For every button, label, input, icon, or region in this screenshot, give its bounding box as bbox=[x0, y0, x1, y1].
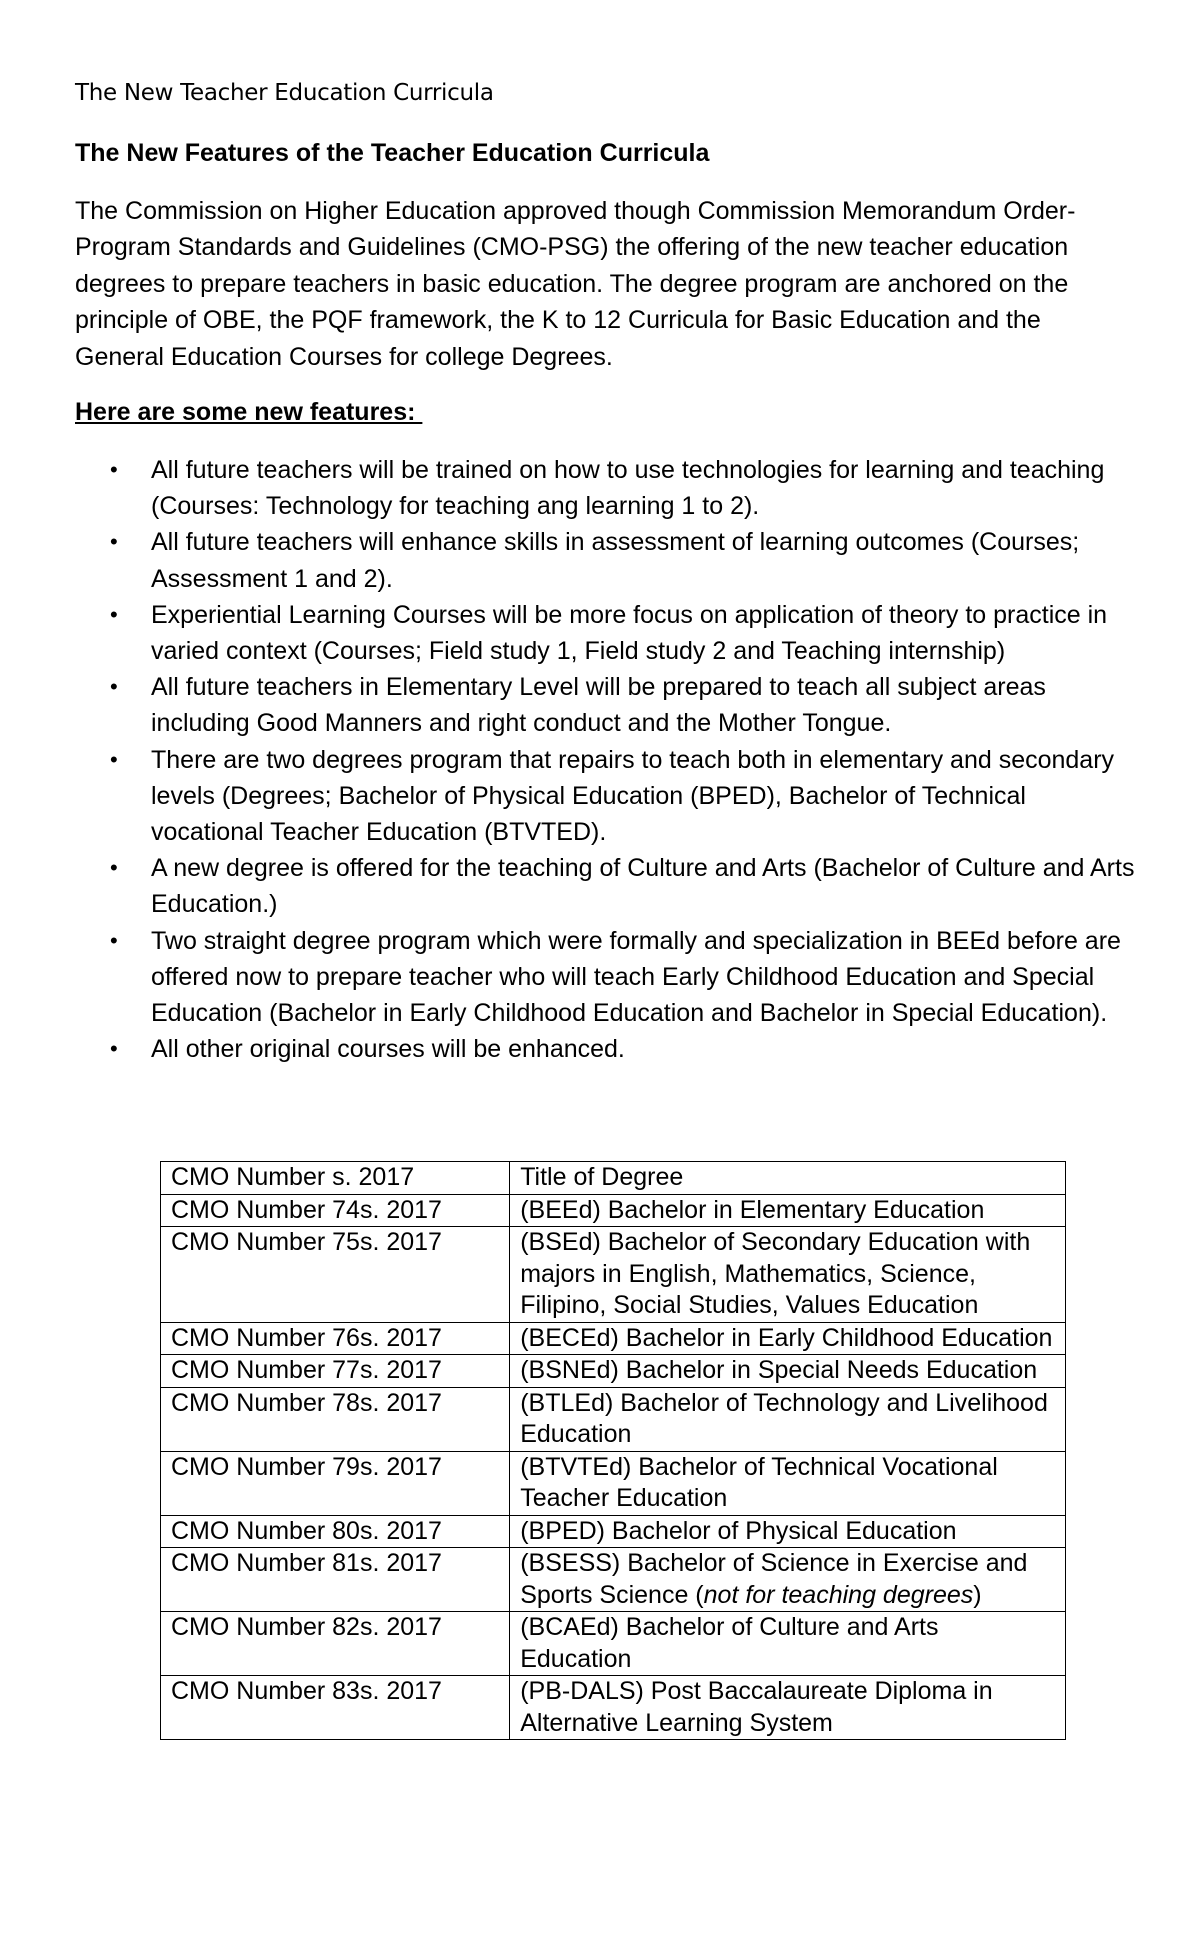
degree-title-cell: (BSEd) Bachelor of Secondary Education with majors in English, Mathematics, Science, Filipino, Social Studies, Values Education bbox=[510, 1227, 1066, 1323]
feature-text: There are two degrees program that repairs to teach both in elementary and secondary levels (Degrees; Bachelor of Physical Education (BPED), Bachelor of Technical vocational Teacher Education (BTVTED). bbox=[151, 745, 1115, 847]
feature-item bbox=[108, 669, 1138, 741]
degree-title-cell: (BTLEd) Bachelor of Technology and Livelihood Education bbox=[510, 1387, 1066, 1451]
feature-text: All future teachers will enhance skills in assessment of learning outcomes (Courses; Assessment 1 and 2). bbox=[151, 528, 1080, 593]
degree-title-suffix: ) bbox=[973, 1580, 982, 1609]
feature-text: All future teachers will be trained on how to use technologies for learning and teaching (Courses: Technology for teaching ang learning 1 to 2). bbox=[151, 456, 1105, 521]
table-row bbox=[161, 1322, 1066, 1355]
feature-item bbox=[108, 1031, 1138, 1067]
feature-text: Experiential Learning Courses will be more focus on application of theory to practice in varied context (Courses; Field study 1, Field study 2 and Teaching internship) bbox=[151, 600, 1108, 666]
bullet-icon: • bbox=[110, 529, 118, 555]
feature-text: All other original courses will be enhanced. bbox=[151, 1035, 625, 1064]
bullet-icon: • bbox=[110, 674, 118, 700]
table-row bbox=[161, 1548, 1066, 1612]
cmo-number-cell: CMO Number 75s. 2017 bbox=[161, 1227, 510, 1323]
cmo-number-cell: CMO Number 76s. 2017 bbox=[161, 1322, 510, 1355]
table-header-row bbox=[161, 1162, 1066, 1195]
table-row bbox=[161, 1515, 1066, 1548]
document-title: The New Teacher Education Curricula bbox=[75, 80, 494, 106]
bullet-icon: • bbox=[110, 457, 118, 482]
table-row bbox=[161, 1355, 1066, 1388]
bullet-icon: • bbox=[110, 746, 118, 772]
degree-title-cell: (BCAEd) Bachelor of Culture and Arts Education bbox=[510, 1612, 1066, 1676]
cmo-number-cell: CMO Number 79s. 2017 bbox=[161, 1451, 510, 1515]
feature-item bbox=[108, 452, 1138, 524]
cmo-degree-table bbox=[160, 1161, 1066, 1740]
feature-item bbox=[108, 597, 1138, 669]
feature-item bbox=[108, 524, 1138, 596]
cmo-number-cell: CMO Number 74s. 2017 bbox=[161, 1194, 510, 1227]
features-heading: Here are some new features: bbox=[75, 398, 423, 426]
bullet-icon: • bbox=[110, 855, 118, 881]
section-title: The New Features of the Teacher Education Curricula bbox=[75, 139, 710, 167]
feature-text: All future teachers in Elementary Level will be prepared to teach all subject areas including Good Manners and right conduct and the Mother Tongue. bbox=[151, 673, 1046, 738]
cmo-number-cell: CMO Number 78s. 2017 bbox=[161, 1387, 510, 1451]
degree-title-cell: (BECEd) Bachelor in Early Childhood Education bbox=[510, 1322, 1066, 1355]
table-row bbox=[161, 1451, 1066, 1515]
cmo-number-cell: CMO Number 82s. 2017 bbox=[161, 1612, 510, 1676]
degree-title-cell: (BEEd) Bachelor in Elementary Education bbox=[510, 1194, 1066, 1227]
cmo-number-cell: CMO Number 81s. 2017 bbox=[161, 1548, 510, 1612]
table-row bbox=[161, 1227, 1066, 1323]
table-row bbox=[161, 1194, 1066, 1227]
cmo-number-cell: CMO Number 77s. 2017 bbox=[161, 1355, 510, 1388]
cmo-number-cell: CMO Number 83s. 2017 bbox=[161, 1676, 510, 1740]
degree-title-cell: (BSNEd) Bachelor in Special Needs Education bbox=[510, 1355, 1066, 1388]
feature-text: A new degree is offered for the teaching of Culture and Arts (Bachelor of Culture and Arts Education.) bbox=[151, 854, 1135, 919]
header-cmo-number: CMO Number s. 2017 bbox=[161, 1162, 510, 1195]
header-degree-title: Title of Degree bbox=[510, 1162, 1066, 1195]
table-row bbox=[161, 1387, 1066, 1451]
bullet-icon: • bbox=[110, 1036, 118, 1062]
table-row bbox=[161, 1612, 1066, 1676]
bullet-icon: • bbox=[110, 927, 118, 953]
degree-title-cell: (PB-DALS) Post Baccalaureate Diploma in Alternative Learning System bbox=[510, 1676, 1066, 1740]
features-list bbox=[108, 452, 1138, 1067]
degree-title-cell: (BPED) Bachelor of Physical Education bbox=[510, 1515, 1066, 1548]
feature-item bbox=[108, 742, 1138, 851]
degree-title-prefix: (BSESS) Bachelor of Science in Exercise and Sports Science ( bbox=[520, 1549, 1028, 1609]
cmo-number-cell: CMO Number 80s. 2017 bbox=[161, 1515, 510, 1548]
feature-text: Two straight degree program which were formally and specialization in BEEd before are offered now to prepare teacher who will teach Early Childhood Education and Special Education (Bachelor in Early Childhood Education and Bachelor in Special Education). bbox=[151, 926, 1121, 1028]
intro-paragraph: The Commission on Higher Education approved though Commission Memorandum Order-Program Standards and Guidelines (CMO-PSG) the offering of the new teacher education degrees to prepare teachers in basic education. The degree program are anchored on the principle of OBE, the PQF framework, the K to 12 Curricula for Basic Education and the General Education Courses for college Degrees. bbox=[75, 197, 1076, 371]
feature-item bbox=[108, 850, 1138, 922]
table-row bbox=[161, 1676, 1066, 1740]
degree-title-cell: (BTVTEd) Bachelor of Technical Vocational Teacher Education bbox=[510, 1451, 1066, 1515]
bullet-icon: • bbox=[110, 601, 118, 627]
degree-title-italic-note: not for teaching degrees bbox=[703, 1580, 974, 1609]
feature-item bbox=[108, 923, 1138, 1032]
degree-title-cell bbox=[510, 1548, 1066, 1612]
